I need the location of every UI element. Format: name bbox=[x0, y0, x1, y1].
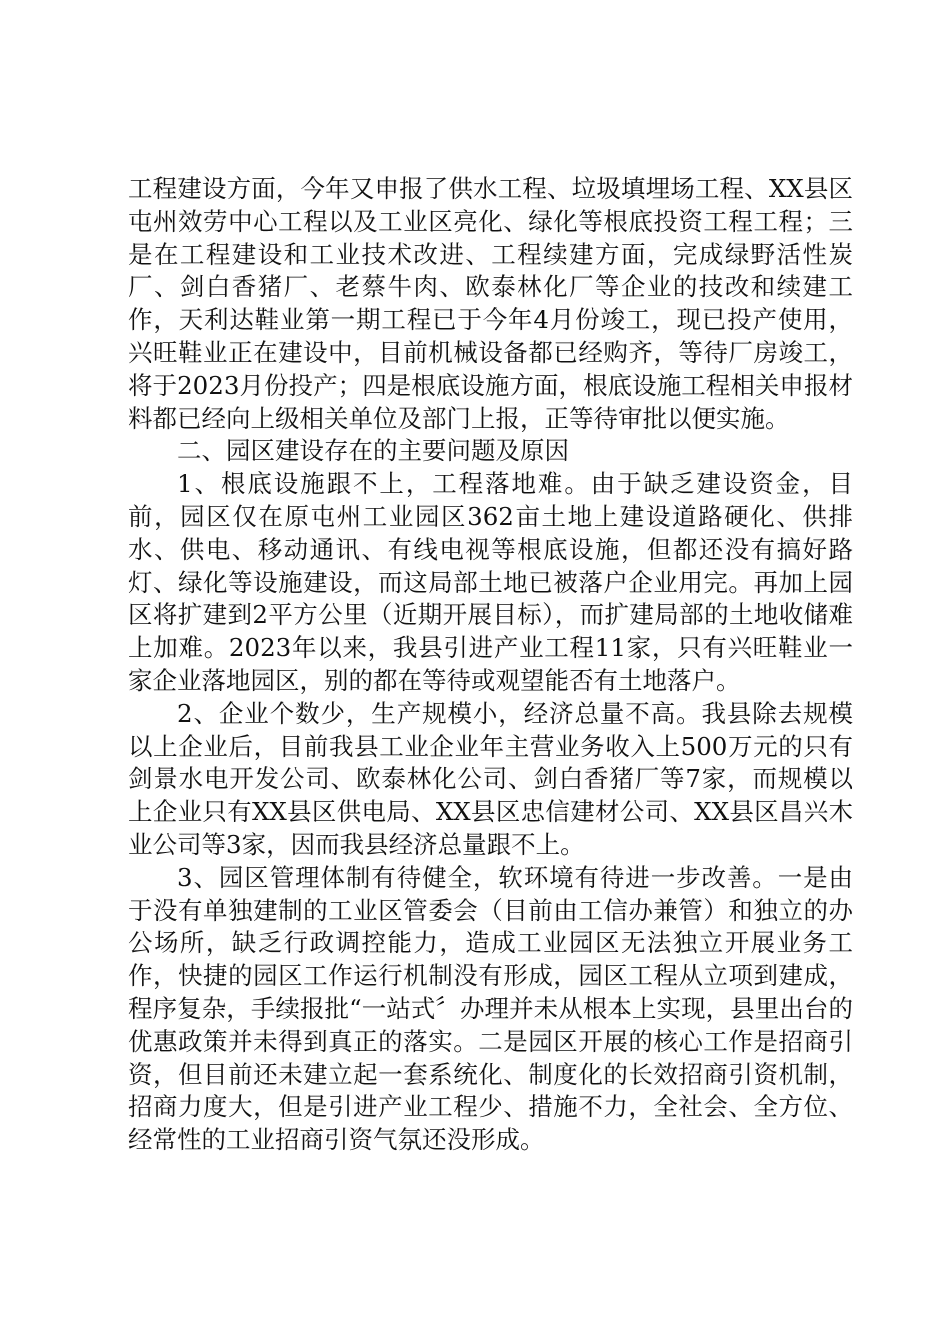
section-heading: 二、园区建设存在的主要问题及原因 bbox=[177, 436, 569, 466]
paragraph-issue-3: 3、园区管理体制有待健全，软环境有待进一步改善。一是由于没有单独建制的工业区管委会（目前由工信办兼管）和独立的办公场所，缺乏行政调控能力，造成工业园区无法独立开展业务工作，快捷的园区工作运行机制没有形成，园区工程从立项到建成，程序复杂，手续报批“一站式〞办理并未从根本上实现，县里出台的优惠政策并未得到真正的落实。二是园区开展的核心工作是招商引资，但目前还未建立起一套系统化、制度化的长效招商引资机制，招商力度大，但是引进产业工程少、措施不力，全社会、全方位、经常性的工业招商引资气氛还没形成。 bbox=[128, 862, 853, 1155]
document-body bbox=[128, 173, 853, 1157]
paragraph-issue-1: 1、根底设施跟不上，工程落地难。由于缺乏建设资金，目前，园区仅在原屯州工业园区362亩土地上建设道路硬化、供排水、供电、移动通讯、有线电视等根底设施，但都还没有搞好路灯、绿化等设施建设，而这局部土地已被落户企业用完。再加上园区将扩建到2平方公里（近期开展目标），而扩建局部的土地收储难上加难。2023年以来，我县引进产业工程11家，只有兴旺鞋业一家企业落地园区，别的都在等待或观望能否有土地落户。 bbox=[128, 469, 853, 695]
paragraph-continued: 工程建设方面，今年又申报了供水工程、垃圾填埋场工程、XX县区屯州效劳中心工程以及工业区亮化、绿化等根底投资工程工程；三是在工程建设和工业技术改进、工程续建方面，完成绿野活性炭厂、剑白香猪厂、老蔡牛肉、欧泰林化厂等企业的技改和续建工作，天利达鞋业第一期工程已于今年4月份竣工，现已投产使用，兴旺鞋业正在建设中，目前机械设备都已经购齐，等待厂房竣工，将于2023月份投产；四是根底设施方面，根底设施工程相关申报材料都已经向上级相关单位及部门上报，正等待审批以便实施。 bbox=[128, 174, 853, 433]
paragraph-issue-2: 2、企业个数少，生产规模小，经济总量不高。我县除去规模以上企业后，目前我县工业企业年主营业务收入上500万元的只有剑景水电开发公司、欧泰林化公司、剑白香猪厂等7家，而规模以上企业只有XX县区供电局、XX县区忠信建材公司、XX县区昌兴木业公司等3家，因而我县经济总量跟不上。 bbox=[128, 698, 853, 859]
